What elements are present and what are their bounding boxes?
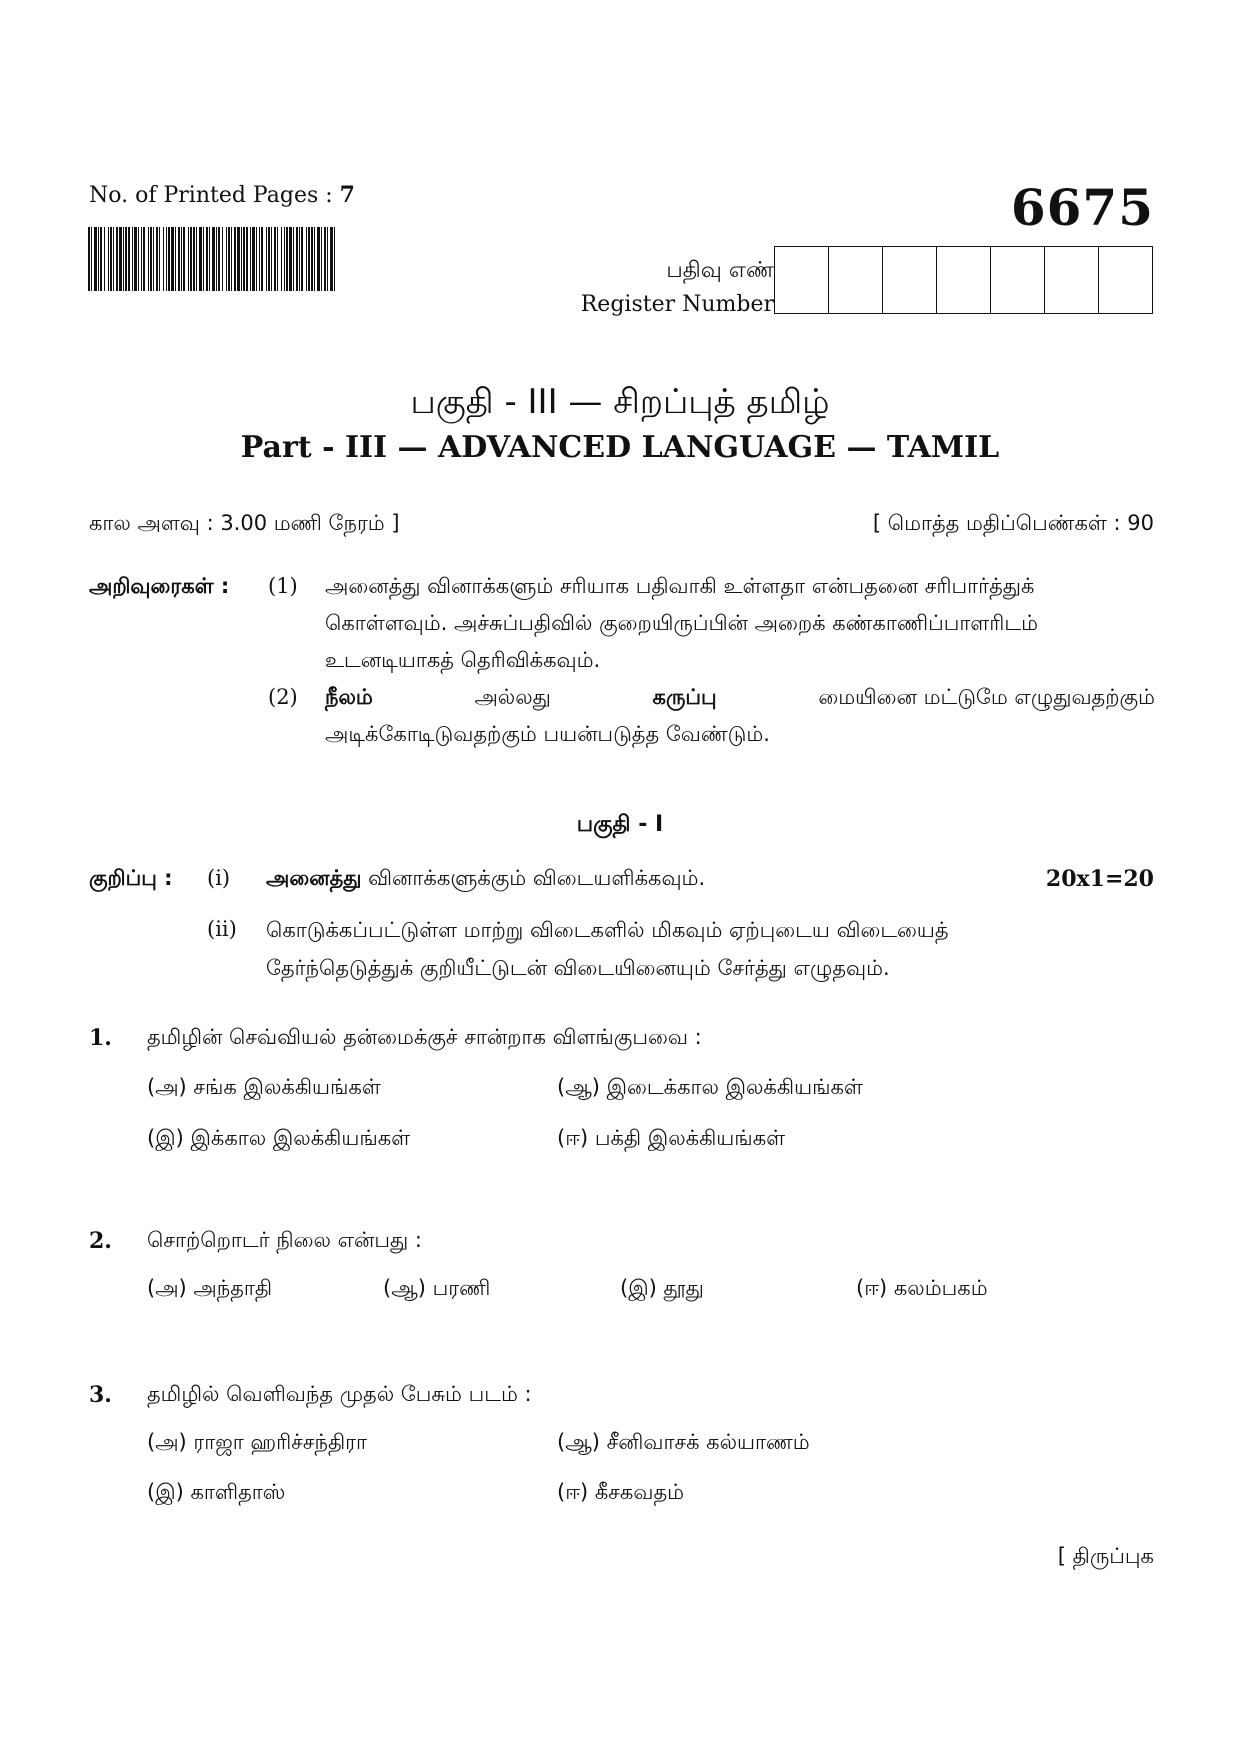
question-number: 1.	[89, 1025, 112, 1051]
option-a: (அ) அந்தாதி	[147, 1276, 273, 1300]
register-box	[828, 247, 882, 313]
note-number: (ii)	[207, 917, 237, 941]
register-box	[1044, 247, 1098, 313]
option-aa: (ஆ) சீனிவாசக் கல்யாணம்	[557, 1430, 810, 1454]
instruction-1-line-1: அனைத்து வினாக்களும் சரியாக பதிவாகி உள்ளதா என்பதனை சரிபார்த்துக்	[325, 574, 1035, 598]
instructions-label: அறிவுரைகள் :	[89, 574, 230, 598]
note-number: (i)	[207, 866, 231, 890]
section-marks: 20x1=20	[1045, 866, 1154, 892]
ink-black: கருப்பு	[652, 685, 717, 709]
register-box	[882, 247, 936, 313]
note-1	[266, 866, 705, 893]
option-i: (இ) இக்கால இலக்கியங்கள்	[147, 1126, 411, 1150]
instruction-1-line	[325, 568, 1155, 605]
option-ee: (ஈ) கலம்பகம்	[856, 1276, 988, 1300]
barcode-bar	[335, 227, 336, 291]
register-box	[775, 247, 828, 313]
instruction-number: (1)	[268, 574, 298, 598]
instruction-2-rest: மையினை மட்டுமே எழுதுவதற்கும்	[818, 685, 1155, 709]
instruction-number: (2)	[268, 685, 298, 709]
option-ee: (ஈ) கீசகவதம்	[557, 1480, 685, 1504]
barcode	[88, 227, 336, 291]
register-box	[1098, 247, 1152, 313]
option-aa: (ஆ) பரணி	[383, 1276, 491, 1300]
instruction-1-line-3: உடனடியாகத் தெரிவிக்கவும்.	[325, 648, 601, 672]
paper-code: 6675	[1010, 178, 1154, 237]
note-2	[266, 911, 949, 987]
ink-blue: நீலம்	[325, 685, 373, 709]
question-number: 3.	[89, 1382, 112, 1408]
total-marks: [ மொத்த மதிப்பெண்கள் : 90	[872, 511, 1154, 535]
option-a: (அ) ராஜா ஹரிச்சந்திரா	[147, 1430, 367, 1454]
register-number-boxes	[774, 246, 1153, 314]
register-box	[990, 247, 1044, 313]
instruction-2	[325, 679, 1155, 753]
register-label-english: Register Number	[580, 292, 774, 317]
question-text: தமிழில் வெளிவந்த முதல் பேசும் படம் :	[147, 1382, 532, 1406]
title-english: Part - III — ADVANCED LANGUAGE — TAMIL	[240, 430, 1000, 465]
option-ee: (ஈ) பக்தி இலக்கியங்கள்	[557, 1126, 786, 1150]
section-title: பகுதி - I	[576, 812, 664, 837]
register-label-tamil: பதிவு எண்	[666, 258, 774, 283]
question-text: சொற்றொடர் நிலை என்பது :	[147, 1228, 422, 1252]
instruction-1-line-2: கொள்ளவும். அச்சுப்பதிவில் குறையிருப்பின் அறைக் கண்காணிப்பாளரிடம்	[325, 611, 1038, 635]
note-label: குறிப்பு :	[89, 866, 173, 890]
register-box	[936, 247, 990, 313]
instruction-2-line-1	[325, 679, 1155, 716]
printed-pages-info	[89, 182, 355, 208]
instruction-1	[325, 568, 1155, 679]
printed-pages-label: No. of Printed Pages :	[89, 183, 340, 208]
option-i: (இ) காளிதாஸ்	[147, 1480, 286, 1504]
note-1-bold: அனைத்து	[266, 866, 362, 890]
option-i: (இ) தூது	[620, 1276, 704, 1300]
option-aa: (ஆ) இடைக்கால இலக்கியங்கள்	[557, 1075, 863, 1099]
instruction-or: அல்லது	[474, 685, 551, 709]
time-duration: கால அளவு : 3.00 மணி நேரம் ]	[89, 511, 400, 535]
question-text: தமிழின் செவ்வியல் தன்மைக்குச் சான்றாக விளங்குபவை :	[147, 1025, 702, 1049]
note-1-text: வினாக்களுக்கும் விடையளிக்கவும்.	[368, 866, 706, 890]
option-a: (அ) சங்க இலக்கியங்கள்	[147, 1075, 381, 1099]
note-2-line-1: கொடுக்கப்பட்டுள்ள மாற்று விடைகளில் மிகவும் ஏற்புடைய விடையைத்	[266, 918, 949, 942]
printed-pages-count: 7	[339, 182, 355, 208]
note-2-line-2: தேர்ந்தெடுத்துக் குறியீட்டுடன் விடையினையும் சேர்த்து எழுதவும்.	[266, 956, 890, 980]
instruction-2-line-2: அடிக்கோடிடுவதற்கும் பயன்படுத்த வேண்டும்.	[325, 722, 770, 746]
turn-over-note: [ திருப்புக	[1057, 1544, 1154, 1568]
register-number-label	[581, 254, 774, 322]
question-number: 2.	[89, 1228, 112, 1254]
title-tamil: பகுதி - III — சிறப்புத் தமிழ்	[410, 382, 830, 422]
